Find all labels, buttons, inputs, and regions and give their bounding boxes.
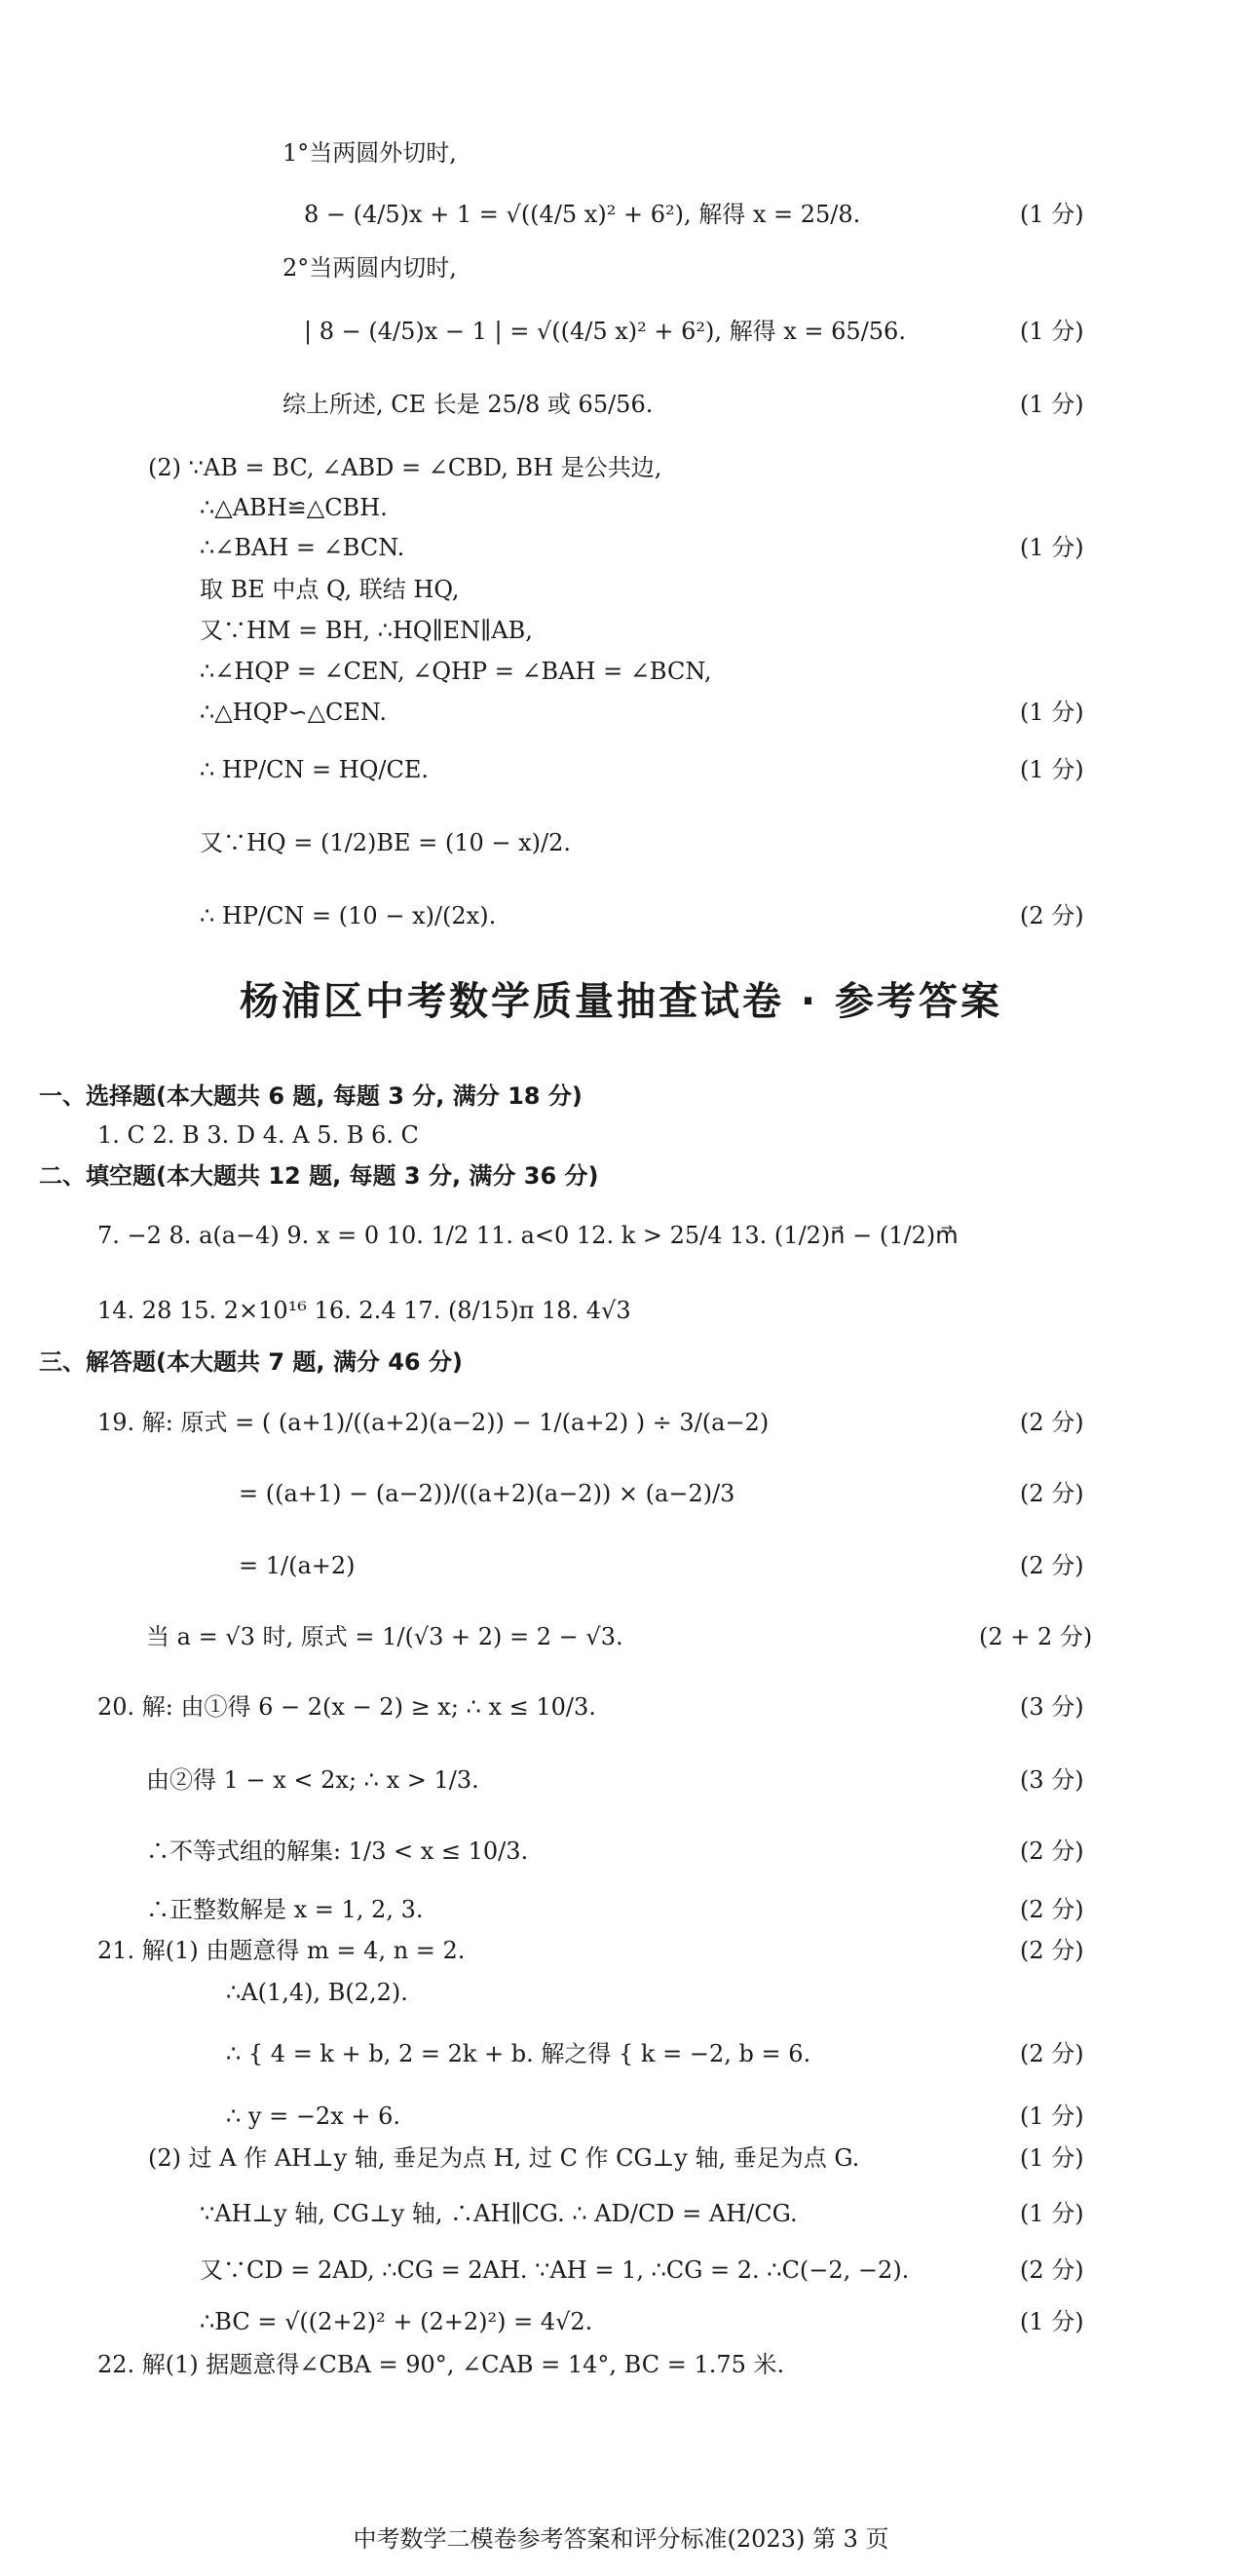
score: (2 分) [1020, 2256, 1084, 2284]
part2-given: (2) ∵AB = BC, ∠ABD = ∠CBD, BH 是公共边, [148, 454, 662, 481]
q20-line4: ∴正整数解是 x = 1, 2, 3. [146, 1896, 424, 1923]
conclusion-ce: 综上所述, CE 长是 25/8 或 65/56. [282, 391, 654, 418]
angles-step: ∴∠HQP = ∠CEN, ∠QHP = ∠BAH = ∠BCN, [200, 658, 712, 685]
score: (2 分) [1020, 1896, 1084, 1923]
score: (1 分) [1020, 201, 1084, 228]
q21-line8: ∴BC = √((2+2)² + (2+2)²) = 4√2. [200, 2308, 593, 2335]
score: (1 分) [1020, 699, 1084, 726]
q21-line4: ∴ y = −2x + 6. [226, 2102, 401, 2130]
ratio-step: ∴ HP/CN = HQ/CE. [200, 756, 429, 783]
score: (1 分) [1020, 534, 1084, 561]
score: (1 分) [1020, 318, 1084, 345]
q21-line5: (2) 过 A 作 AH⊥y 轴, 垂足为点 H, 过 C 作 CG⊥y 轴, 垂足为点 G. [148, 2144, 860, 2172]
score: (2 分) [1020, 1480, 1084, 1507]
q20-line1: 20. 解: 由①得 6 − 2(x − 2) ≥ x; ∴ x ≤ 10/3. [97, 1693, 596, 1721]
q20-line3: ∴不等式组的解集: 1/3 < x ≤ 10/3. [146, 1837, 529, 1865]
fill-answers-1: 7. −2 8. a(a−4) 9. x = 0 10. 1/2 11. a<0 12. k > 25/4 13. (1/2)n⃗ − (1/2)m⃗ [97, 1222, 959, 1249]
q19-line4: 当 a = √3 时, 原式 = 1/(√3 + 2) = 2 − √3. [146, 1623, 623, 1650]
hq-step: 又∵HQ = (1/2)BE = (10 − x)/2. [200, 829, 571, 856]
q21-line3: ∴ { 4 = k + b, 2 = 2k + b. 解之得 { k = −2, b = 6. [226, 2040, 811, 2067]
final-ratio: ∴ HP/CN = (10 − x)/(2x). [200, 902, 497, 929]
q19-line2: = ((a+1) − (a−2))/((a+2)(a−2)) × (a−2)/3 [239, 1480, 735, 1507]
score: (3 分) [1020, 1766, 1084, 1794]
section-solve-heading: 三、解答题(本大题共 7 题, 满分 46 分) [39, 1348, 463, 1376]
q20-line2: 由②得 1 − x < 2x; ∴ x > 1/3. [146, 1766, 479, 1794]
page-footer: 中考数学二模卷参考答案和评分标准(2023) 第 3 页 [353, 2525, 889, 2553]
parallel-step: 又∵HM = BH, ∴HQ∥EN∥AB, [200, 617, 533, 644]
case-external-tangent: 1°当两圆外切时, [282, 139, 457, 167]
equation-external: 8 − (4/5)x + 1 = √((4/5 x)² + 6²), 解得 x = 25/8. [304, 201, 861, 228]
q19-line3: = 1/(a+2) [239, 1552, 356, 1579]
q21-line1: 21. 解(1) 由题意得 m = 4, n = 2. [97, 1937, 466, 1964]
score: (2 分) [1020, 1552, 1084, 1579]
fill-answers-2: 14. 28 15. 2×10¹⁶ 16. 2.4 17. (8/15)π 18. 4√3 [97, 1297, 631, 1324]
similar-step: ∴△HQP∽△CEN. [200, 699, 388, 726]
q19-line1: 19. 解: 原式 = ( (a+1)/((a+2)(a−2)) − 1/(a+2) ) ÷ 3/(a−2) [97, 1409, 770, 1436]
score: (2 + 2 分) [979, 1623, 1093, 1650]
score: (2 分) [1020, 2040, 1084, 2067]
score: (1 分) [1020, 2308, 1084, 2335]
score: (2 分) [1020, 1837, 1084, 1865]
midpoint-step: 取 BE 中点 Q, 联结 HQ, [200, 576, 460, 603]
section-fill-heading: 二、填空题(本大题共 12 题, 每题 3 分, 满分 36 分) [39, 1162, 599, 1190]
score: (1 分) [1020, 756, 1084, 783]
q21-line2: ∴A(1,4), B(2,2). [226, 1979, 408, 2006]
case-internal-tangent: 2°当两圆内切时, [282, 254, 457, 282]
score: (2 分) [1020, 1409, 1084, 1436]
score: (2 分) [1020, 902, 1084, 929]
score: (2 分) [1020, 1937, 1084, 1964]
congruence: ∴△ABH≌△CBH. [200, 494, 388, 521]
choice-answers: 1. C 2. B 3. D 4. A 5. B 6. C [97, 1121, 419, 1149]
score: (1 分) [1020, 391, 1084, 418]
q21-line6: ∵AH⊥y 轴, CG⊥y 轴, ∴AH∥CG. ∴ AD/CD = AH/CG. [200, 2200, 798, 2227]
score: (3 分) [1020, 1693, 1084, 1721]
q22-line1: 22. 解(1) 据题意得∠CBA = 90°, ∠CAB = 14°, BC = 1.75 米. [97, 2351, 785, 2378]
page-title: 杨浦区中考数学质量抽查试卷 · 参考答案 [239, 979, 1003, 1024]
score: (1 分) [1020, 2200, 1084, 2227]
equation-internal: | 8 − (4/5)x − 1 | = √((4/5 x)² + 6²), 解得 x = 65/56. [304, 318, 906, 345]
q21-line7: 又∵CD = 2AD, ∴CG = 2AH. ∵AH = 1, ∴CG = 2. ∴C(−2, −2). [200, 2256, 910, 2284]
score: (1 分) [1020, 2144, 1084, 2172]
angle-equal: ∴∠BAH = ∠BCN. [200, 534, 405, 561]
score: (1 分) [1020, 2102, 1084, 2130]
section-choice-heading: 一、选择题(本大题共 6 题, 每题 3 分, 满分 18 分) [39, 1082, 583, 1110]
